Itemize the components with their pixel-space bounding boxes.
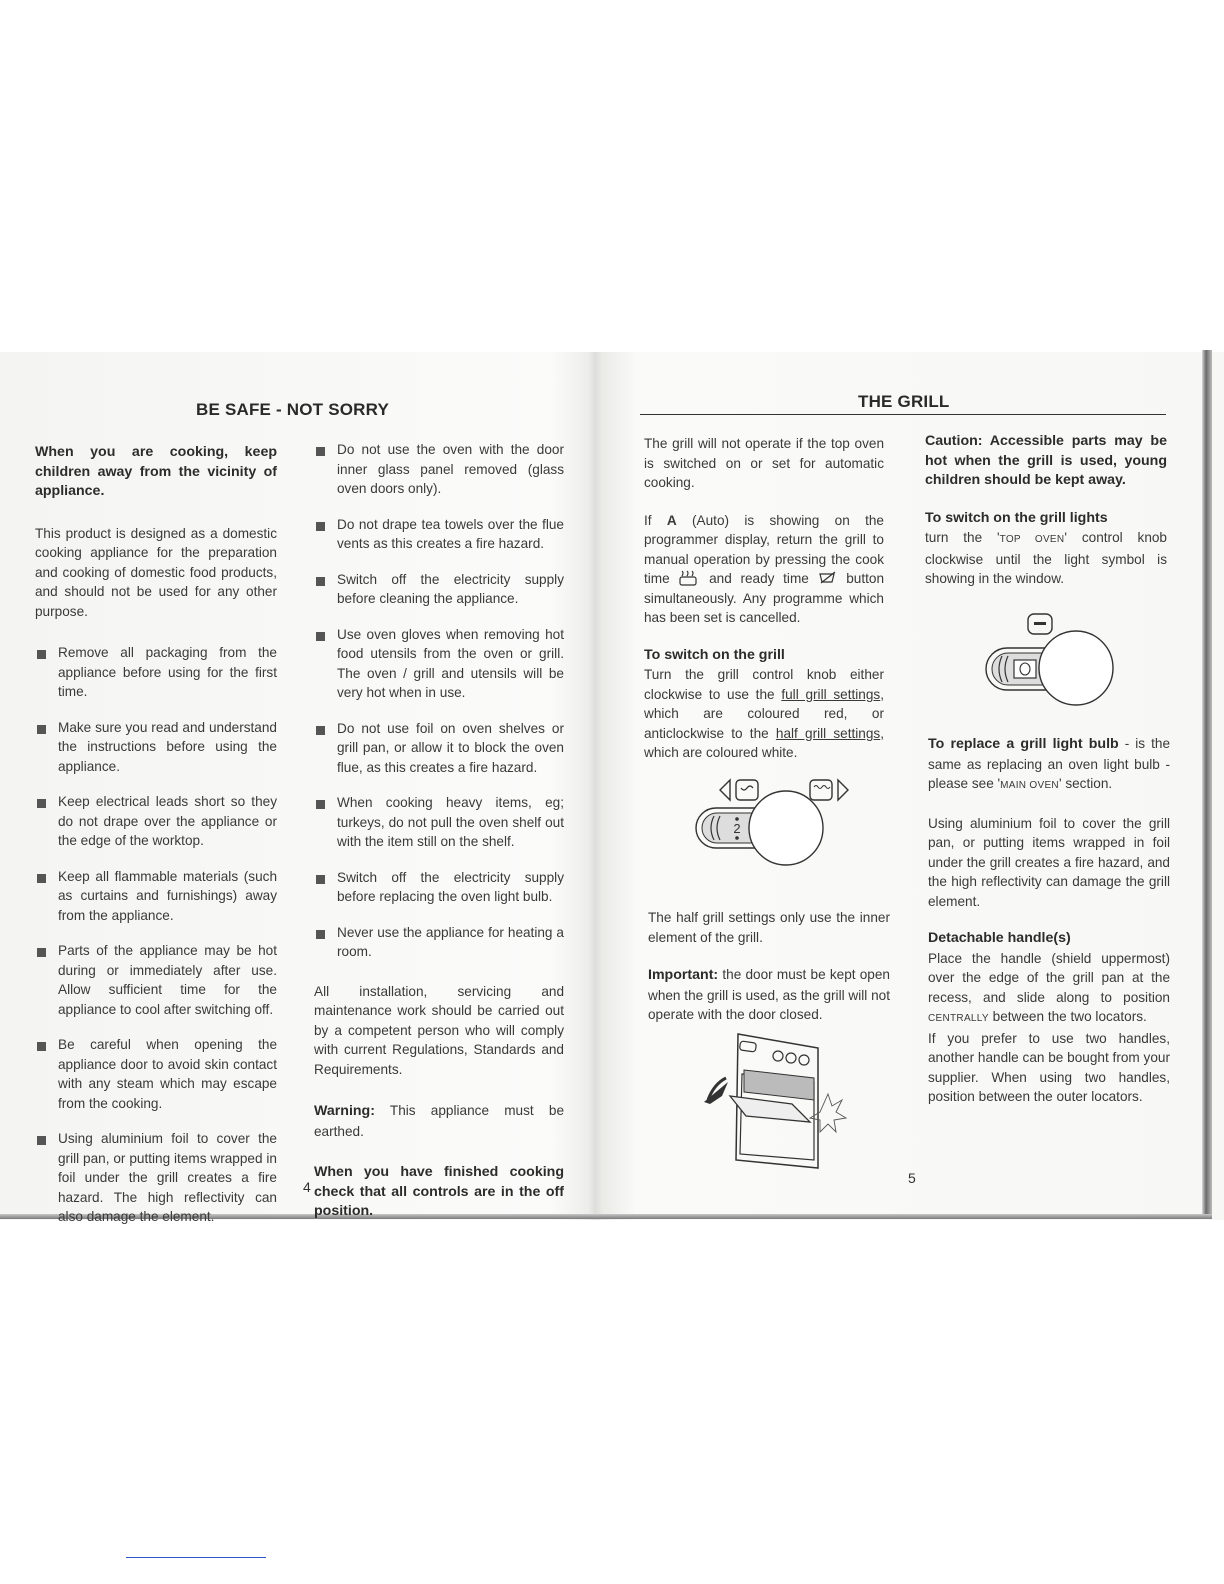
list-item: Switch off the electricity supply before replacing the oven light bulb.	[314, 868, 564, 907]
bullet-square-icon	[316, 447, 325, 456]
scan-artifact-line	[126, 1557, 266, 1558]
arrow-left-icon	[720, 780, 730, 800]
page-edge-right	[1202, 350, 1212, 1216]
full-grill-icon	[810, 780, 832, 800]
list-item: Do not drape tea towels over the flue vents as this creates a fire hazard.	[314, 515, 564, 554]
warning-label: Warning:	[314, 1103, 375, 1119]
bullet-square-icon	[37, 948, 46, 957]
important-paragraph: Important: the door must be kept open when the grill is used, as the grill will not operate with the door closed.	[648, 967, 890, 1022]
grill-door-open	[730, 1096, 810, 1122]
display-icon	[739, 1041, 756, 1052]
half-grill-icon	[736, 780, 758, 800]
bullet-square-icon	[316, 522, 325, 531]
list-item: Remove all packaging from the appliance before using for the first time.	[35, 643, 277, 702]
bullet-square-icon	[37, 799, 46, 808]
heat-burst-icon	[810, 1094, 846, 1132]
list-item: Do not use foil on oven shelves or grill pan, or allow it to block the oven flue, as this creates a fire hazard.	[314, 719, 564, 778]
list-item: Be careful when opening the appliance door to avoid skin contact with any steam which may escape from the cooking.	[35, 1035, 277, 1113]
title-rule	[640, 414, 1166, 415]
replace-bulb-paragraph: To replace a grill light bulb - is the same as replacing an oven light bulb - please see 'MAIN OVEN' section.	[928, 736, 1171, 791]
grill-knob-figure	[690, 770, 860, 870]
bullet-square-icon	[316, 930, 325, 939]
bullet-square-icon	[316, 800, 325, 809]
right-column-2	[925, 432, 1167, 606]
warning-paragraph	[314, 1101, 564, 1141]
intro-warning: When you are cooking, keep children away from the vicinity of appliance.	[35, 444, 277, 499]
switch-on-paragraph: To switch on the grill Turn the grill control knob either clockwise to use the full grill settings, which are coloured red, or anticlockwise to the half grill settings, which are coloured white.	[644, 646, 885, 760]
warning-text: This appliance must be earthed.	[314, 1103, 564, 1139]
bullet-square-icon	[37, 874, 46, 883]
handle-heading: Detachable handle(s)	[928, 930, 1071, 946]
finish-check: When you have finished cooking check that all controls are in the off position.	[314, 1164, 564, 1219]
oven-door-figure	[700, 1030, 850, 1175]
list-item: Parts of the appliance may be hot during or immediately after use. Allow sufficient time for the appliance to cool after switching off.	[35, 941, 277, 1019]
light-knob-figure	[984, 612, 1120, 704]
control-knob-icon	[749, 791, 823, 865]
caution-paragraph: Caution: Accessible parts may be hot when the grill is used, young children should be kept away.	[925, 433, 1167, 488]
page-title-left: BE SAFE - NOT SORRY	[196, 400, 390, 419]
bullet-square-icon	[316, 875, 325, 884]
bullet-square-icon	[316, 577, 325, 586]
list-item: Do not use the oven with the door inner glass panel removed (glass oven doors only).	[314, 440, 564, 499]
page-spine	[588, 352, 602, 1220]
lights-paragraph: To switch on the grill lights turn the 'TOP OVEN' control knob clockwise until the light symbol is showing in the window.	[925, 509, 1167, 586]
switch-on-heading: To switch on the grill	[644, 646, 785, 663]
full-grill-settings-link: full grill settings	[781, 686, 881, 702]
replace-heading: To replace a grill light bulb	[928, 736, 1119, 752]
left-column-1	[35, 443, 277, 1243]
half-grill-settings-link: half grill settings	[775, 725, 881, 741]
foil-paragraph: Using aluminium foil to cover the grill pan, or putting items wrapped in foil under the grill creates a fire hazard, and the high reflectivity can damage the grill element.	[928, 815, 1170, 909]
right-column-2-lower	[928, 734, 1170, 1124]
bullet-square-icon	[37, 725, 46, 734]
list-item: Make sure you read and understand the instructions before using the appliance.	[35, 718, 277, 777]
auto-paragraph: If A (Auto) is showing on the programmer display, return the grill to manual operation by pressing the cook time and ready time button simultaneously. Any programme which has been set is cancelled.	[644, 512, 885, 625]
bullet-square-icon	[316, 632, 325, 641]
list-item: Keep electrical leads short so they do not drape over the appliance or the edge of the worktop.	[35, 792, 277, 851]
intro-paragraph: This product is designed as a domestic cooking appliance for the preparation and cooking of domestic food products, and should not be used for any other purpose.	[35, 525, 277, 619]
list-item: Switch off the electricity supply before cleaning the appliance.	[314, 570, 564, 609]
bullet-square-icon	[316, 726, 325, 735]
installation-paragraph: All installation, servicing and maintenance work should be carried out by a competent person who will comply with current Regulations, Standards and Requirements.	[314, 983, 564, 1077]
grill-intro: The grill will not operate if the top oven is switched on or set for automatic cooking.	[644, 436, 884, 490]
cook-time-icon	[678, 570, 700, 586]
page-number-right: 5	[908, 1170, 916, 1186]
half-grill-paragraph: The half grill settings only use the inner element of the grill.	[648, 910, 890, 945]
page-title-right: THE GRILL	[858, 392, 950, 411]
list-item: Use oven gloves when removing hot food utensils from the oven or grill. The oven / grill and utensils will be very hot when in use.	[314, 625, 564, 703]
bullet-square-icon	[37, 650, 46, 659]
knob-setting-label: 2	[733, 821, 741, 836]
lights-heading: To switch on the grill lights	[925, 509, 1108, 526]
right-column-1	[644, 434, 884, 780]
left-column-2	[314, 440, 564, 1239]
page-number-left: 4	[303, 1179, 311, 1195]
important-label: Important:	[648, 967, 719, 983]
safety-list-2	[314, 440, 564, 962]
right-column-1-lower	[648, 908, 890, 1042]
list-item: Never use the appliance for heating a room.	[314, 923, 564, 962]
arrow-right-icon	[838, 780, 848, 800]
bullet-square-icon	[37, 1042, 46, 1051]
control-knob-icon	[1039, 631, 1113, 705]
list-item: Keep all flammable materials (such as curtains and furnishings) away from the appliance.	[35, 867, 277, 926]
safety-list-1	[35, 643, 277, 1227]
handle-paragraph: Detachable handle(s) Place the handle (shield uppermost) over the edge of the grill pan at the recess, and slide along to position CENTRALLY between the two locators. If you prefer to use two handles, another handle can be bought from your supplier. When using two handles, position between the outer locators.	[928, 930, 1170, 1104]
ready-time-icon	[818, 571, 838, 585]
bullet-square-icon	[37, 1136, 46, 1145]
list-item: Using aluminium foil to cover the grill pan, or putting items wrapped in foil under the grill creates a fire hazard. The high reflectivity can also damage the element.	[35, 1129, 277, 1227]
list-item: When cooking heavy items, eg; turkeys, do not pull the oven shelf out with the item still on the shelf.	[314, 793, 564, 852]
